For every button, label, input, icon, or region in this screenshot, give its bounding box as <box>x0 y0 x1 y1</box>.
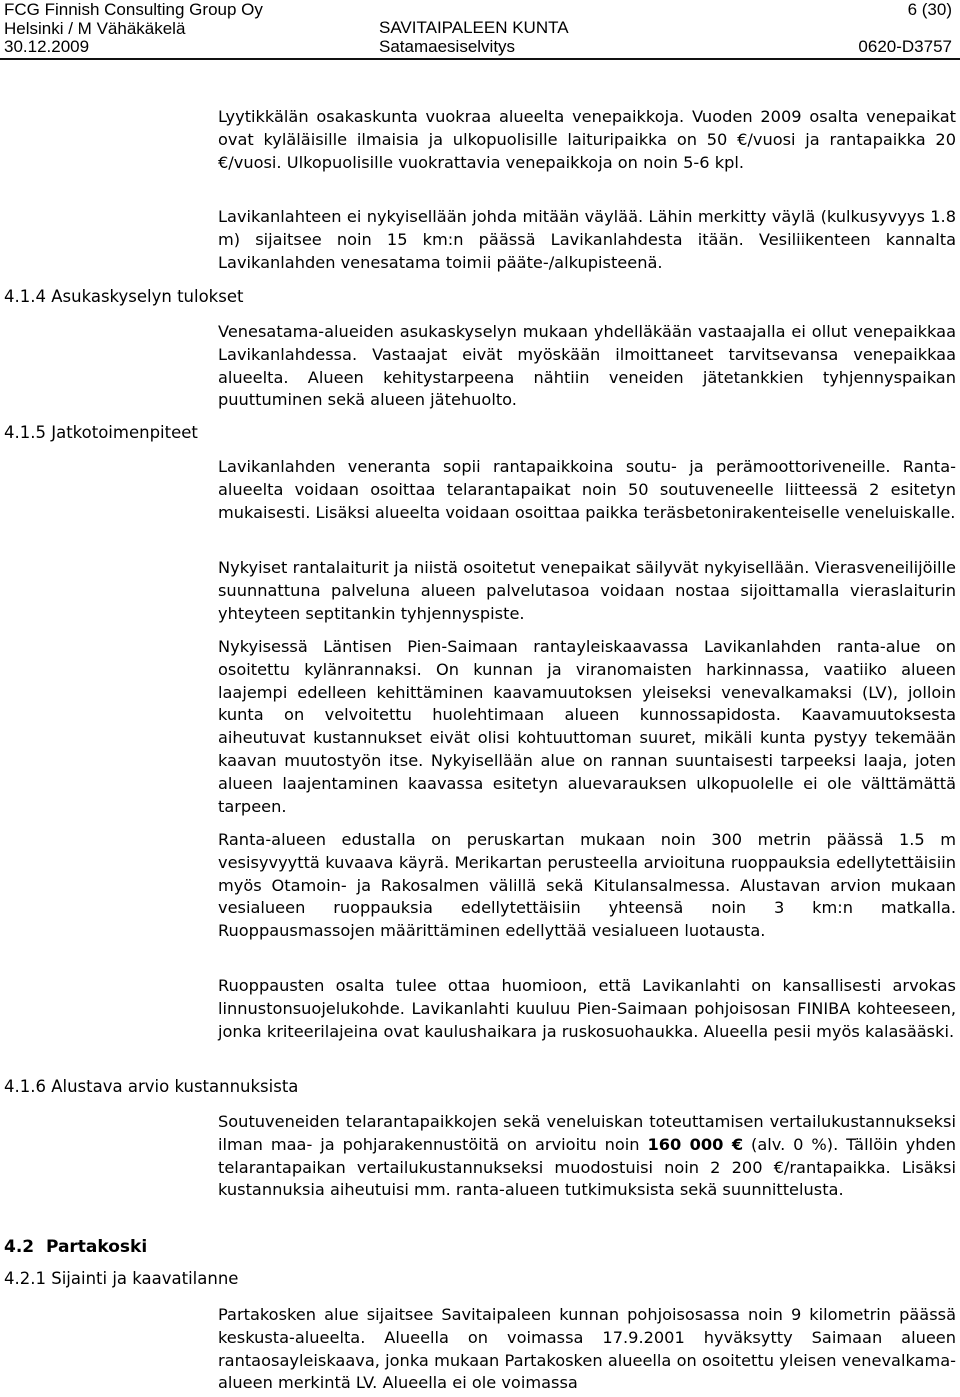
paragraph-guest-berths: Nykyiset rantalaiturit ja niistä osoitetut venepaikat säilyvät nykyisellään. Vierasveneilijöille suunnattuna palveluna alueen palvelutasoa voidaan nostaa sijoittamalla vieraslaiturin yhteyteen septitankin tyhjennyspiste. <box>218 558 956 623</box>
section-heading-4-1-5: 4.1.5 Jatkotoimenpiteet <box>4 423 198 442</box>
header-company: FCG Finnish Consulting Group Oy <box>4 0 263 19</box>
header-right <box>858 1 952 57</box>
header-page-number: 6 (30) <box>907 0 952 19</box>
section-heading-4-2-1: 4.2.1 Sijainti ja kaavatilanne <box>4 1269 239 1288</box>
header-report: Satamaesiselvitys <box>379 36 516 56</box>
header-divider <box>0 58 960 60</box>
header-middle <box>379 19 569 56</box>
section-heading-4-1-6: 4.1.6 Alustava arvio kustannuksista <box>4 1077 299 1096</box>
paragraph-survey-results: Venesatama-alueiden asukaskyselyn mukaan yhdelläkään vastaajalla ei ollut venepaikkaa Lavikanlahdessa. Vastaajat eivät myöskään ilmoittaneet tarvitsevansa venepaikkaa alueelta. Alueen kehitystarpeena nähtiin veneiden jätetankkien tyhjennyspaikan puuttuminen sekä alueen jätehuolto. <box>218 322 956 410</box>
paragraph-zoning: Nykyisessä Läntisen Pien-Saimaan rantayleiskaavassa Lavikanlahden ranta-alue on osoitettu kylänrannaksi. On kunnan ja viranomaisten harkinnassa, vaatiiko alueen laajempi edelleen kehittäminen kaavamuutoksen yleiseksi venevalkamaksi (LV), jolloin kunta on velvoitettu huolehtimaan alueen kunnossapidosta. Kaavamuutoksesta aiheutuvat kustannukset eivät olisi kohtuuttoman suuret, mikäli kunta pystyy tekemään kaavan muutostyön itse. Nykyisellään alue on rannan suuntaisesti tarpeeksi laaja, joten alueen laajentaminen kaavassa esitetyn aluevarauksen ulkopuolelle ei ole välttämättä tarpeen. <box>218 637 956 816</box>
paragraph-bird-protection: Ruoppausten osalta tulee ottaa huomioon, että Lavikanlahti on kansallisesti arvokas linnustonsuojelukohde. Lavikanlahti kuuluu Pien-Saimaan pohjoisosan FINIBA kohteeseen, jonka kriteerilajeina ovat kaulushaikara ja ruskosuohaukka. Alueella pesii myös kalasääski. <box>218 976 956 1041</box>
header-left <box>4 1 263 57</box>
cost-total-amount: 160 000 € <box>647 1134 744 1154</box>
cost-text-end: (alv. 0 %). Tällöin yhden telarantapaikan vertailukustannukseksi muodostuisi noin 2 200 €/rantapaikka. Lisäksi kustannuksia aiheutuisi mm. ranta-alueen tutkimuksista sekä suunnittelusta. <box>218 1134 956 1200</box>
cost-text-start: Soutuveneiden telarantapaikkojen sekä veneluiskan toteuttamisen vertailukustannukseksi ilman maa- ja pohjarakennustöitä on arvioitu noin <box>218 1112 956 1154</box>
paragraph-partakoski-location: Partakosken alue sijaitsee Savitaipaleen kunnan pohjoisosassa noin 9 kilometrin päässä keskusta-alueelta. Alueella on voimassa 17.9.2001 hyväksytty Saimaan alueen rantaosayleiskaava, jonka mukaan Partakosken alueella on osoitettu yleisen venevalkama-alueen merkintä LV. Alueella ei ole voimassa <box>218 1305 956 1393</box>
paragraph-fairway: Lavikanlahteen ei nykyisellään johda mitään väylää. Lähin merkitty väylä (kulkusyvyys 1.8 m) sijaitsee noin 15 km:n päässä Lavikanlahdesta itään. Vesiliikenteen kannalta Lavikanlahden venesatama toimii pääte-/alkupisteenä. <box>218 207 956 272</box>
header-date: 30.12.2009 <box>4 37 90 56</box>
header-document-code: 0620-D3757 <box>858 37 952 56</box>
paragraph-dredging: Ranta-alueen edustalla on peruskartan mukaan noin 300 metrin päässä 1.5 m vesisyvyyttä kuvaava käyrä. Merikartan perusteella arvioituna ruoppauksia edellytettäisiin myös Otamoin- ja Rakosalmen välillä sekä Kitulansalmessa. Alustavan arvion mukaan vesialueen ruoppauksia edellytettäisiin yhteensä noin 3 km:n matkalla. Ruoppausmassojen määrittäminen edellyttää vesialueen luotausta. <box>218 830 956 941</box>
header-author: Helsinki / M Vähäkäkelä <box>4 18 186 38</box>
paragraph-shore-berths: Lavikanlahden veneranta sopii rantapaikkoina soutu- ja perämoottoriveneille. Ranta-alueelta voidaan osoittaa telarantapaikat noin 50 soutuveneelle liitteessä 2 esitetyn mukaisesti. Lisäksi alueelta voidaan osoittaa paikka teräsbetonirakenteiselle veneluiskalle. <box>218 457 956 522</box>
section-heading-4-1-4: 4.1.4 Asukaskyselyn tulokset <box>4 287 244 306</box>
header-municipality: SAVITAIPALEEN KUNTA <box>379 18 569 37</box>
paragraph-boat-rental: Lyytikkälän osakaskunta vuokraa alueelta venepaikkoja. Vuoden 2009 osalta venepaikat ovat kyläläisille ilmaisia ja ulkopuolisille laituripaikka on 50 €/vuosi ja rantapaikka 20 €/vuosi. Ulkopuolisille vuokrattavia venepaikkoja on noin 5-6 kpl. <box>218 107 956 172</box>
section-heading-4-2: 4.2 Partakoski <box>4 1237 148 1257</box>
paragraph-cost-estimate <box>218 1111 956 1202</box>
